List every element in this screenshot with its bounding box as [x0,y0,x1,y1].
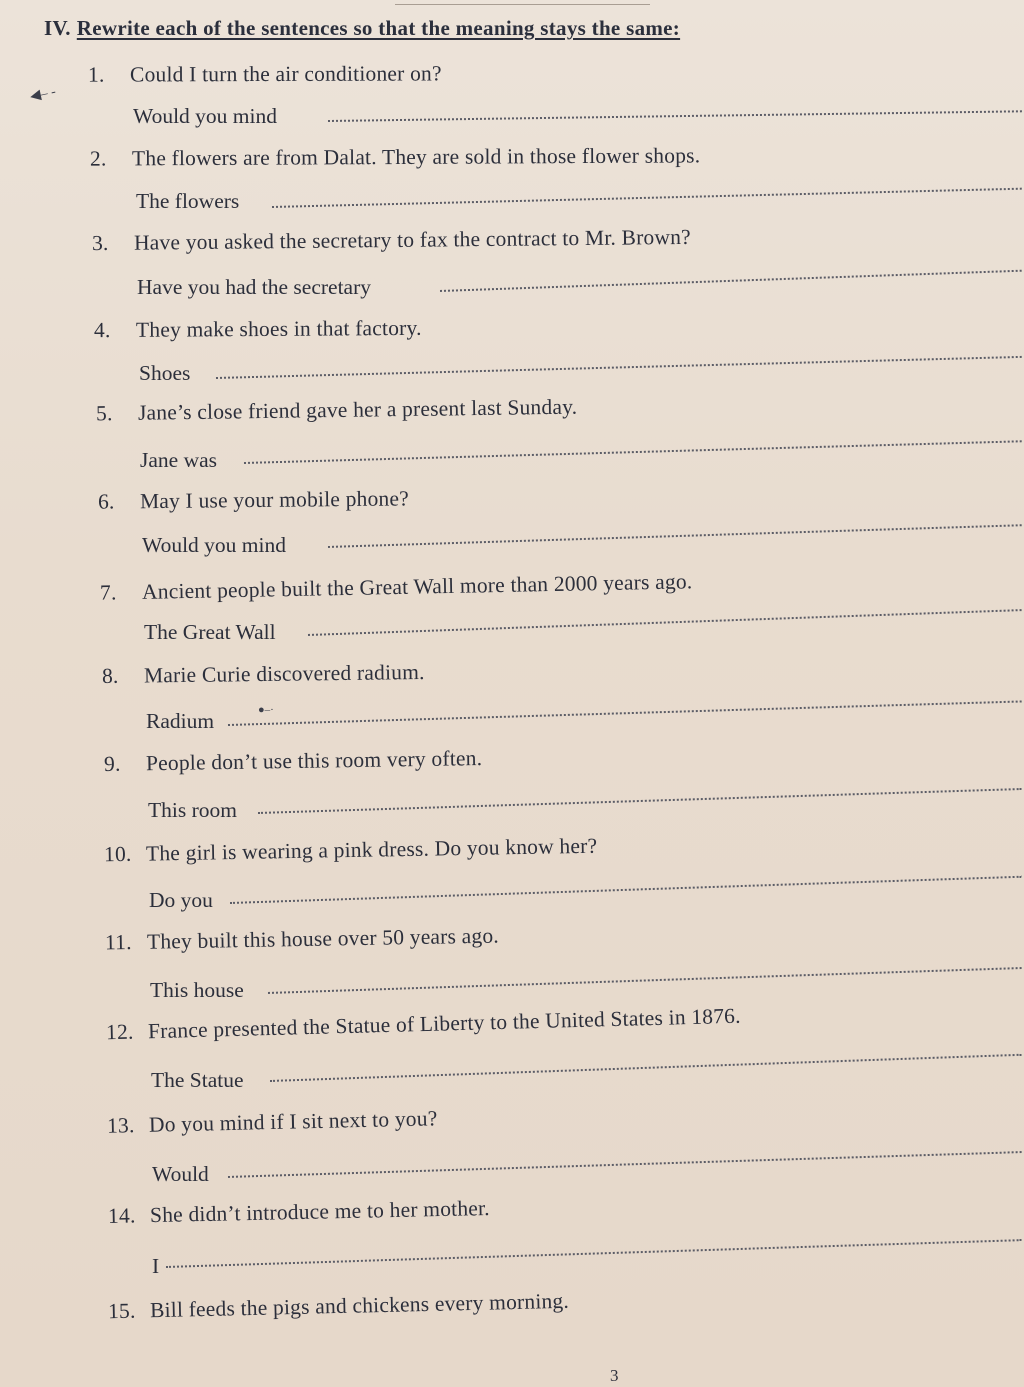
answer-line-2[interactable] [272,188,1022,208]
answer-line-3[interactable] [440,270,1022,292]
answer-prompt-1: Would you mind [133,104,277,128]
question-text: The girl is wearing a pink dress. Do you know her? [145,833,598,866]
pen-mark: ●–· [258,704,274,716]
question-text: France presented the Statue of Liberty to the United States in 1876. [147,1003,741,1044]
question-text: They built this house over 50 years ago. [146,923,500,954]
answer-prompt-5: Jane was [140,448,218,472]
answer-prompt-4: Shoes [139,361,191,385]
exercise-heading [44,16,680,41]
answer-line-4[interactable] [216,356,1022,379]
question-text: Marie Curie discovered radium. [143,660,425,688]
question-13: 13. Do you mind if I sit next to you? [106,1106,438,1138]
question-text: May I use your mobile phone? [139,486,410,514]
answer-line-6[interactable] [328,524,1022,548]
answer-prompt-9: This room [148,798,237,822]
question-1: 1. Could I turn the air conditioner on? [87,61,442,87]
answer-line-5[interactable] [244,440,1022,464]
question-text: Have you asked the secretary to fax the contract to Mr. Brown? [133,224,691,255]
answer-line-9[interactable] [258,788,1022,814]
question-15: 15. Bill feeds the pigs and chickens every morning. [107,1288,570,1324]
question-text: Ancient people built the Great Wall more than 2000 years ago. [141,569,693,604]
answer-prompt-7: The Great Wall [144,620,276,644]
question-8: 8. Marie Curie discovered radium. [101,660,425,688]
answer-line-13[interactable] [228,1151,1022,1178]
answer-line-11[interactable] [268,967,1022,994]
exercise-number: IV. [44,16,71,40]
answer-line-7[interactable] [308,609,1022,636]
question-text: People don’t use this room very often. [145,746,483,776]
pen-mark: ◀– - [28,84,58,105]
question-6: 6. May I use your mobile phone? [97,486,410,514]
question-text: Could I turn the air conditioner on? [129,61,442,87]
answer-prompt-3: Have you had the secretary [137,275,372,299]
answer-prompt-10: Do you [149,888,213,912]
question-text: Do you mind if I sit next to you? [148,1106,438,1137]
answer-line-10[interactable] [230,876,1022,904]
answer-prompt-11: This house [150,978,244,1002]
answer-line-1[interactable] [328,110,1022,122]
answer-line-14[interactable] [166,1239,1022,1268]
question-9: 9. People don’t use this room very often. [103,746,483,776]
answer-prompt-2: The flowers [136,189,240,213]
question-14: 14. She didn’t introduce me to her mother. [107,1196,490,1228]
exercise-instruction: Rewrite each of the sentences so that the meaning stays the same: [76,16,681,40]
question-text: The flowers are from Dalat. They are sold in those flower shops. [131,143,701,171]
top-rule [395,4,650,5]
question-11: 11. They built this house over 50 years ago. [104,923,500,955]
question-2: 2. The flowers are from Dalat. They are sold in those flower shops. [89,143,701,171]
question-text: Jane’s close friend gave her a present last Sunday. [137,394,578,425]
question-12: 12. France presented the Statue of Liberty to the United States in 1876. [105,1003,741,1045]
answer-prompt-12: The Statue [151,1068,244,1092]
question-text: She didn’t introduce me to her mother. [149,1196,490,1228]
question-text: Bill feeds the pigs and chickens every morning. [149,1288,570,1323]
answer-prompt-13: Would [152,1162,209,1186]
answer-prompt-6: Would you mind [142,533,286,557]
answer-prompt-14: I [152,1254,160,1278]
answer-prompt-8: Radium [146,709,215,733]
question-10: 10. The girl is wearing a pink dress. Do you know her? [103,833,598,867]
question-3: 3. Have you asked the secretary to fax the contract to Mr. Brown? [91,224,691,256]
question-5: 5. Jane’s close friend gave her a present last Sunday. [95,394,578,426]
answer-line-8[interactable] [228,700,1022,726]
answer-line-12[interactable] [270,1054,1022,1082]
question-7: 7. Ancient people built the Great Wall more than 2000 years ago. [99,569,693,605]
question-text: They make shoes in that factory. [135,315,422,342]
question-4: 4. They make shoes in that factory. [93,315,422,343]
page-number: 3 [610,1366,619,1385]
